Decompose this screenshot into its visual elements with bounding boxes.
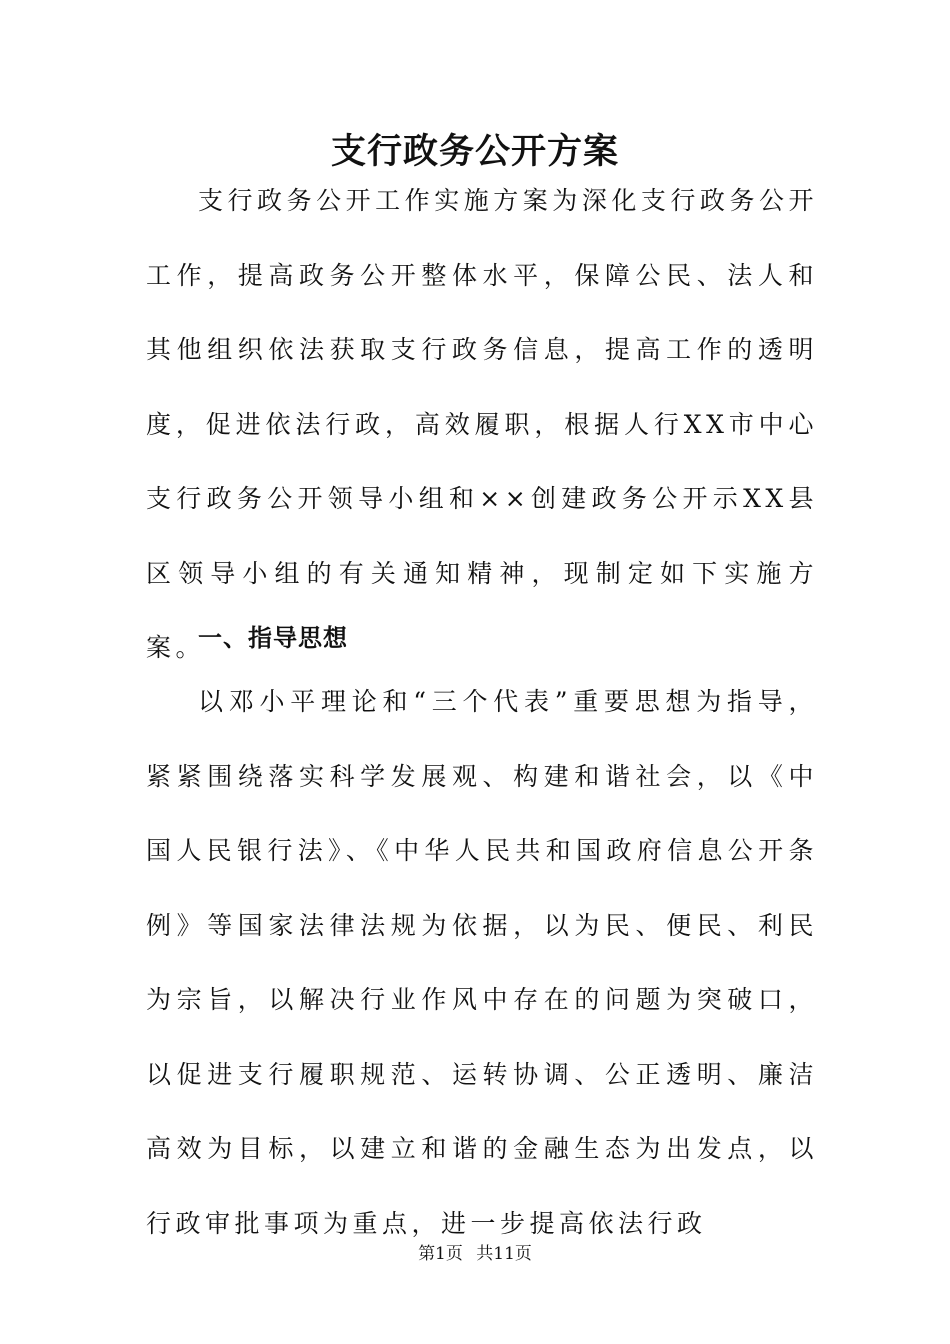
- document-title: 支行政务公开方案: [330, 132, 619, 172]
- total-pages-label: 共11页: [476, 1244, 532, 1264]
- current-page-label: 第1页: [418, 1244, 463, 1264]
- page-footer: [0, 1242, 950, 1266]
- section-heading-guiding-ideology: 一、指导思想: [198, 624, 348, 652]
- guiding-ideology-paragraph: 以邓小平理论和“三个代表”重要思想为指导，紧紧围绕落实科学发展观、构建和谐社会，以《中国人民银行法》、《中华人民共和国政府信息公开条例》等国家法律法规为依据，以为民、便民、利民为宗旨，以解决行业作风中存在的问题为突破口，以促进支行履职规范、运转协调、公正透明、廉洁高效为目标，以建立和谐的金融生态为出发点，以行政审批事项为重点，进一步提高依法行政: [146, 687, 818, 1238]
- intro-paragraph: 支行政务公开工作实施方案为深化支行政务公开工作，提高政务公开整体水平，保障公民、法人和其他组织依法获取支行政务信息，提高工作的透明度，促进依法行政，高效履职，根据人行XX市中心支行政务公开领导小组和××创建政务公开示XX县区领导小组的有关通知精神，现制定如下实施方案。: [146, 186, 818, 662]
